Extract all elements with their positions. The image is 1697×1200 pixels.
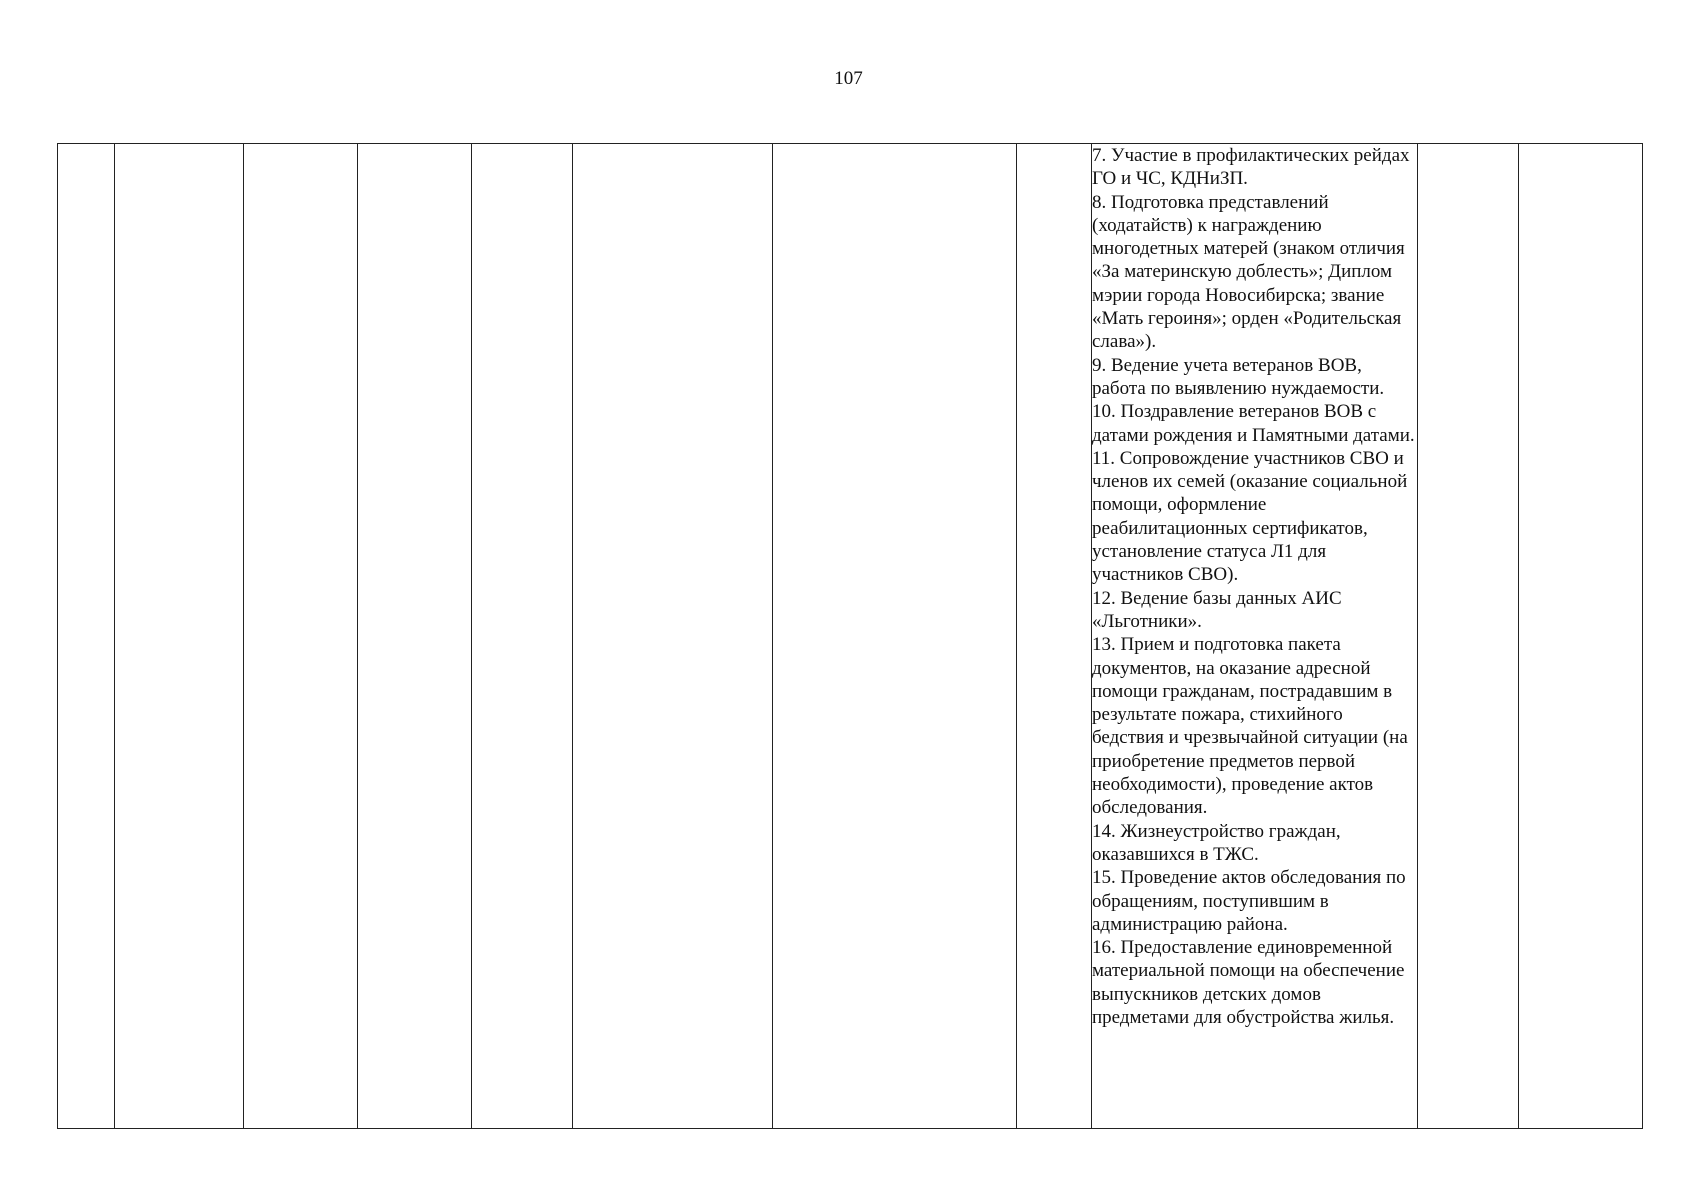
table-cell-col-4 (358, 144, 472, 1129)
list-item: 8. Подготовка представлений (ходатайств) к награждению многодетных матерей (знаком отличия «За материнскую доблесть»; Диплом мэрии города Новосибирска; звание «Мать героиня»; орден «Родительская слава»). (1092, 191, 1405, 353)
table-cell-col-8 (1017, 144, 1092, 1129)
list-item: 13. Прием и подготовка пакета документов, на оказание адресной помощи гражданам, пострадавшим в результате пожара, стихийного бедствия и чрезвычайной ситуации (на приобретение предметов первой необходимости), проведение актов обследования. (1092, 634, 1408, 819)
list-item: 15. Проведение актов обследования по обращениям, поступившим в администрацию района. (1092, 867, 1406, 935)
list-item: 11. Сопровождение участников СВО и членов их семей (оказание социальной помощи, оформление реабилитационных сертификатов, установление статуса Л1 для участников СВО). (1092, 447, 1408, 586)
list-item: 14. Жизнеустройство граждан, оказавшихся в ТЖС. (1092, 820, 1341, 865)
table-cell-col-1 (58, 144, 115, 1129)
list-item: 7. Участие в профилактических рейдах ГО и ЧС, КДНиЗП. (1092, 145, 1410, 190)
list-item: 12. Ведение базы данных АИС «Льготники». (1092, 587, 1342, 632)
table-cell-col-3 (244, 144, 358, 1129)
list-item: 9. Ведение учета ветеранов ВОВ, работа по выявлению нуждаемости. (1092, 354, 1385, 399)
table-row (58, 144, 1643, 1129)
table-cell-col-6 (573, 144, 773, 1129)
document-table (57, 143, 1643, 1129)
table-cell-col-11 (1519, 144, 1643, 1129)
list-item: 16. Предоставление единовременной материальной помощи на обеспечение выпускников детских домов предметами для обустройства жилья. (1092, 937, 1405, 1028)
table-cell-col-2 (115, 144, 244, 1129)
list-item: 10. Поздравление ветеранов ВОВ с датами рождения и Памятными датами. (1092, 401, 1415, 446)
table-cell-measures (1092, 144, 1418, 1129)
table-cell-col-10 (1418, 144, 1519, 1129)
page-number: 107 (834, 68, 863, 89)
table-cell-col-7 (773, 144, 1017, 1129)
table-cell-col-5 (472, 144, 573, 1129)
